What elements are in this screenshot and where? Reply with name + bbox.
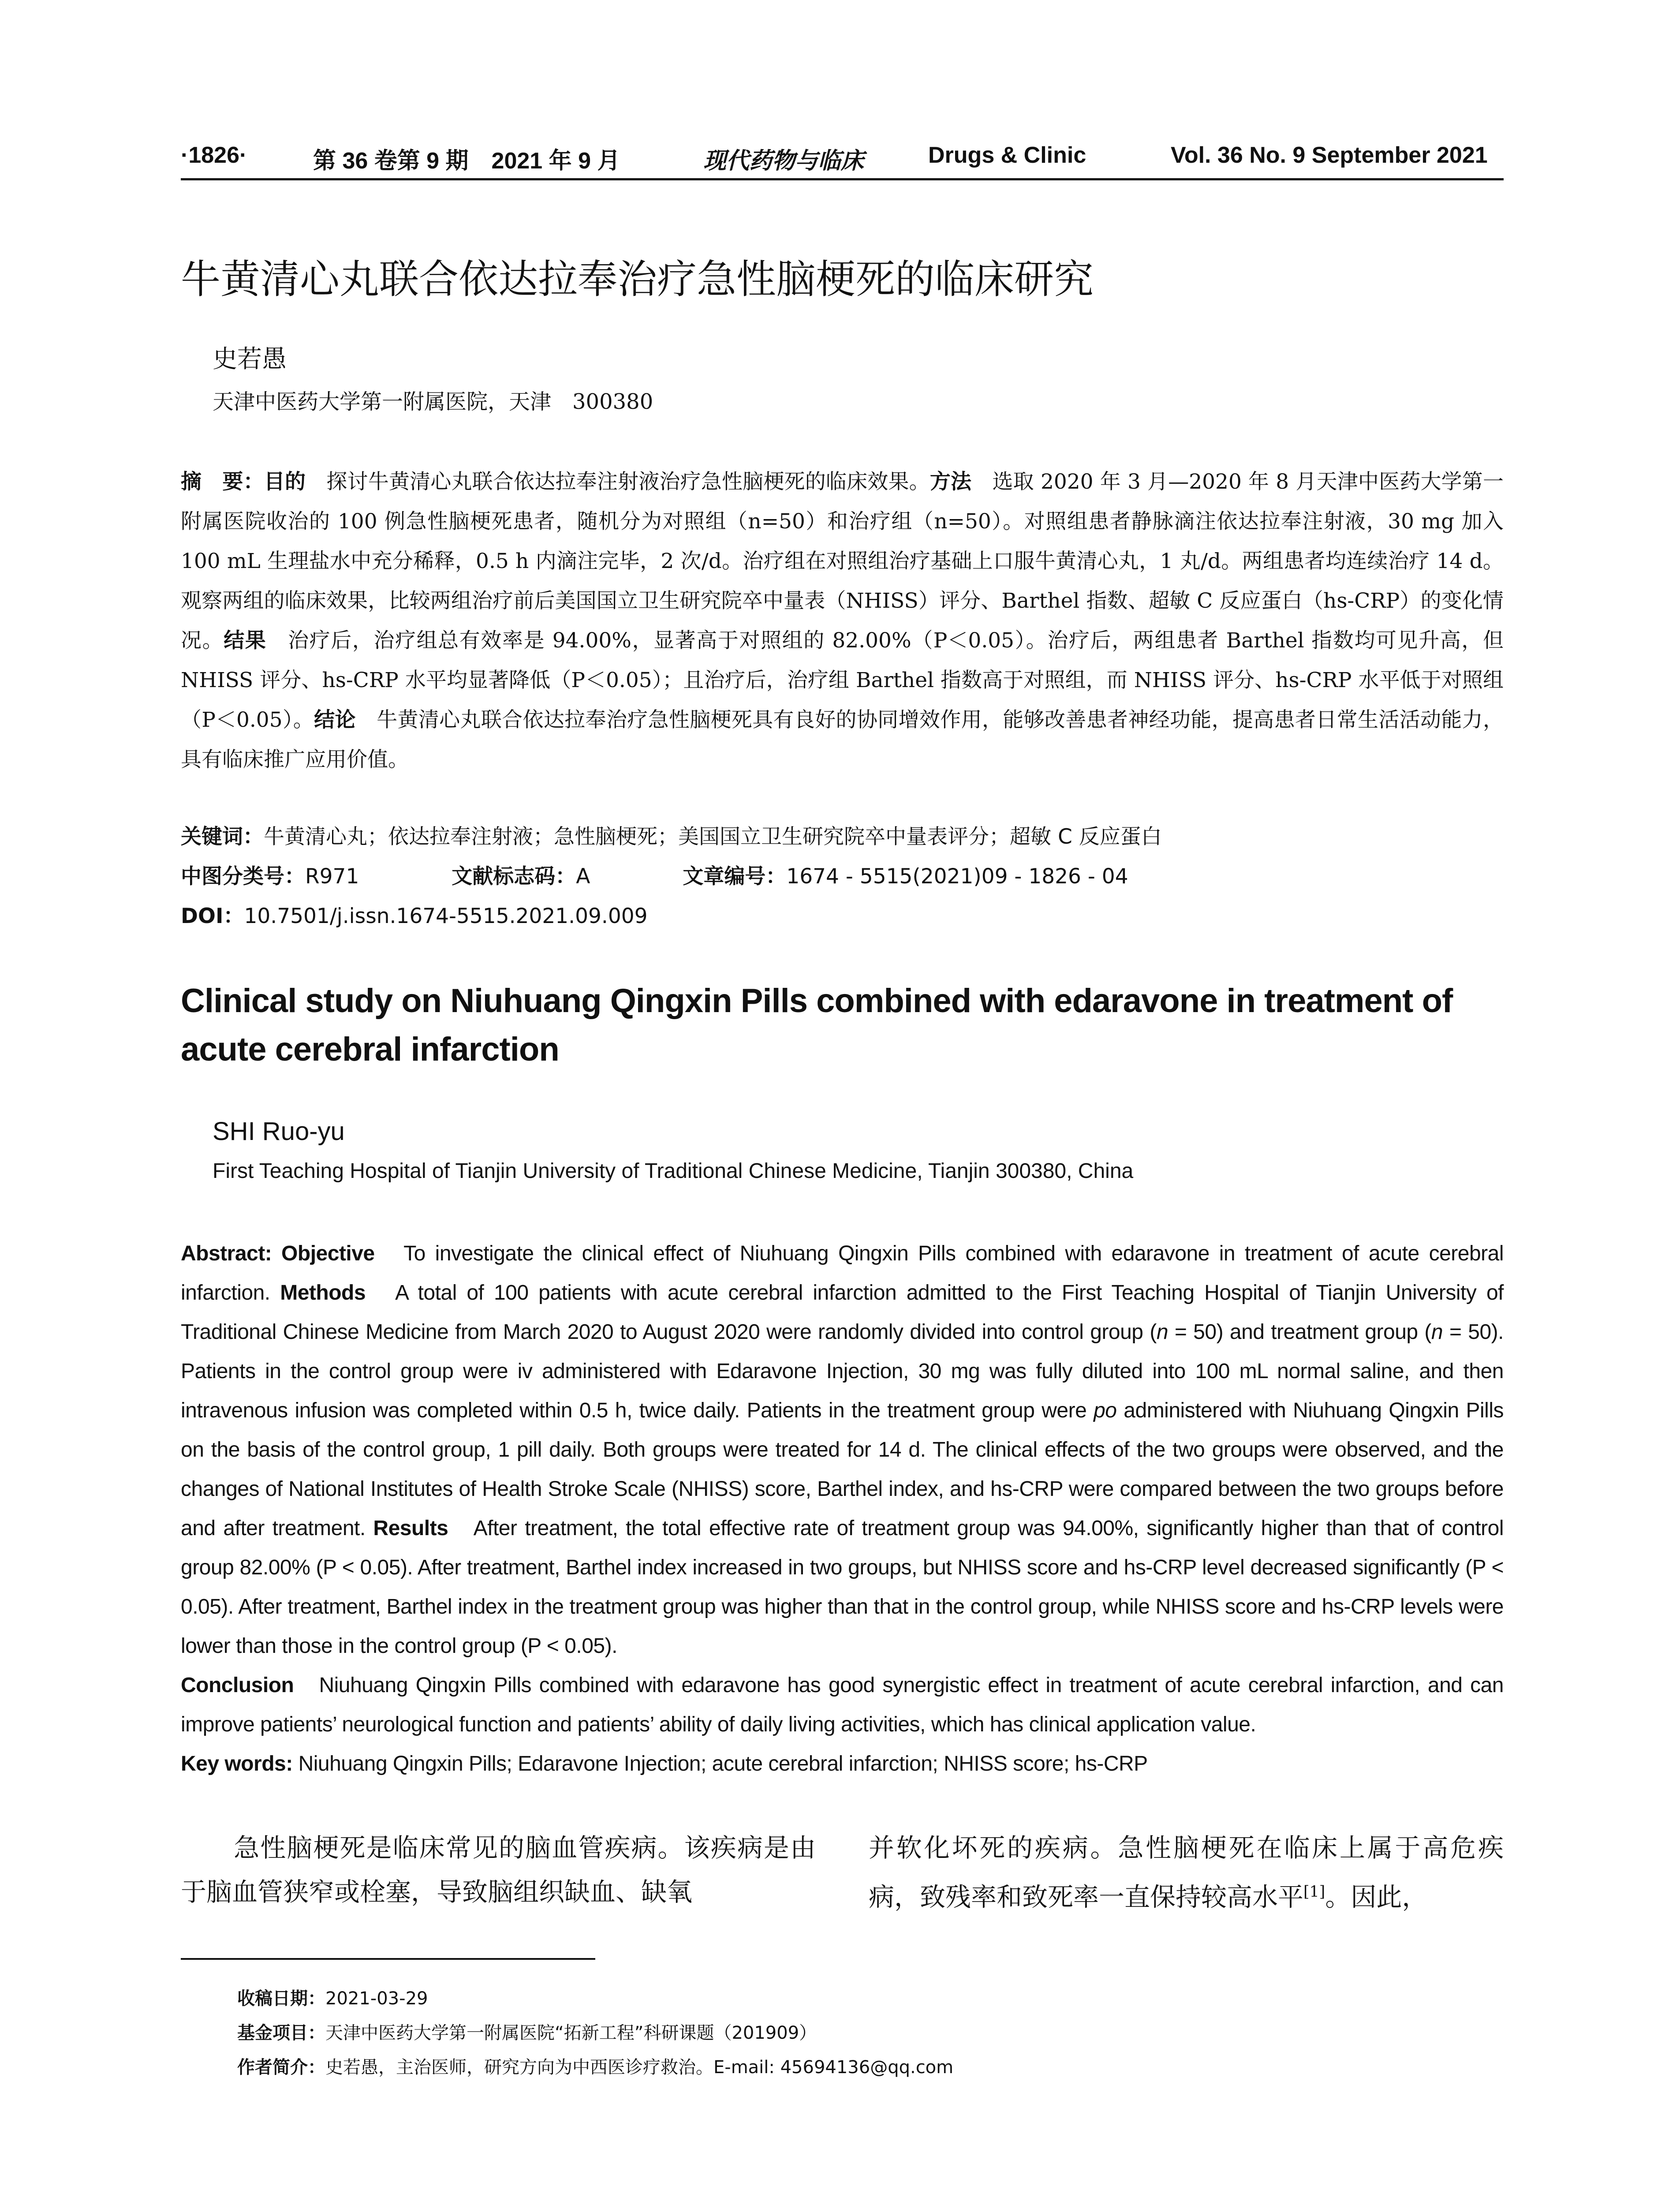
conclusion-en: Niuhuang Qingxin Pills combined with edaravone has good synergistic effect in treatment of acute cerebral infarction, and can improve patients’ neurological function and patients’ ability of daily living activities, which has clinical application value. xyxy=(181,1674,1504,1736)
body-right-text: 并软化坏死的疾病。急性脑梗死在临床上属于高危疾病，致残率和致死率一直保持较高水平 xyxy=(869,1833,1504,1912)
methods-en-1: A total of 100 patients with acute cerebral infarction admitted to the First Teaching Hospital of Tianjin University of Traditional Chinese Medicine from March 2020 to August 2020 were randomly divided into control group ( xyxy=(181,1281,1504,1344)
doi-value: 10.7501/j.issn.1674-5515.2021.09.009 xyxy=(244,904,648,928)
conclusion-label-cn: 结论 xyxy=(314,708,356,732)
bio-text: 史若愚，主治医师，研究方向为中西医诊疗救治。E-mail: 45694136@qq.com xyxy=(325,2057,954,2078)
n-symbol: n xyxy=(1156,1320,1169,1344)
objective-label-cn: 目的 xyxy=(264,470,306,494)
affiliation-en: First Teaching Hospital of Tianjin University of Traditional Chinese Medicine, Tianjin 300380, China xyxy=(213,1159,1134,1183)
title-en: Clinical study on Niuhuang Qingxin Pills combined with edaravone in treatment of acute cerebral infarction xyxy=(181,982,1453,1068)
journal-name-en: Drugs & Clinic xyxy=(928,142,1086,168)
n-symbol: n xyxy=(1431,1320,1443,1344)
objective-en: To investigate the clinical effect of Niuhuang Qingxin Pills combined with edaravone in treatment of acute cerebral infarction. xyxy=(181,1242,1504,1304)
results-label-cn: 结果 xyxy=(224,628,267,653)
keywords-cn: 牛黄清心丸；依达拉奉注射液；急性脑梗死；美国国立卫生研究院卒中量表评分；超敏 C 反应蛋白 xyxy=(264,825,1162,849)
fund-text: 天津中医药大学第一附属医院“拓新工程”科研课题（201909） xyxy=(325,2023,817,2043)
keywords-en: Niuhuang Qingxin Pills; Edaravone Injection; acute cerebral infarction; NHISS score; hs-CRP xyxy=(292,1752,1148,1775)
conclusion-label-en: Conclusion xyxy=(181,1674,294,1697)
received-label: 收稿日期： xyxy=(237,1988,325,2009)
conclusion-cn: 牛黄清心丸联合依达拉奉治疗急性脑梗死具有良好的协同增效作用，能够改善患者神经功能，提高患者日常生活活动能力，具有临床推广应用价值。 xyxy=(181,708,1504,772)
fund-label: 基金项目： xyxy=(237,2023,325,2043)
abstract-cn xyxy=(181,462,1504,780)
running-header xyxy=(181,142,1504,177)
body-right-column xyxy=(869,1826,1504,1919)
doc-code-label: 文献标志码： xyxy=(452,864,576,889)
results-en: After treatment, the total effective rate of treatment group was 94.00%, significantly higher than that of control group 82.00% (P < 0.05). After treatment, Barthel index increased in two groups, but NHISS score and hs-CRP level decreased significantly (P < 0.05). After treatment, Barthel index in the treatment group was higher than that in the control group, while NHISS score and hs-CRP levels were lower than those in the control group (P < 0.05). xyxy=(181,1517,1504,1658)
body-right-tail: 。因此， xyxy=(1325,1882,1428,1912)
methods-cn: 选取 2020 年 3 月—2020 年 8 月天津中医药大学第一附属医院收治的 100 例急性脑梗死患者，随机分为对照组（n=50）和治疗组（n=50）。对照组患者静脉滴注依达拉奉注射液，30 mg 加入 100 mL 生理盐水中充分稀释，0.5 h 内滴注完毕，2 次/d。治疗组在对照组治疗基础上口服牛黄清心丸，1 丸/d。两组患者均连续治疗 14 d。观察两组的临床效果，比较两组治疗前后美国国立卫生研究院卒中量表（NHISS）评分、Barthel 指数、超敏 C 反应蛋白（hs-CRP）的变化情况。 xyxy=(181,470,1504,653)
abstract-label-cn: 摘 要： xyxy=(181,470,264,494)
keywords-label-cn: 关键词： xyxy=(181,825,264,849)
methods-label-en: Methods xyxy=(280,1281,366,1304)
received-date: 2021-03-29 xyxy=(325,1988,428,2009)
footnote-author-bio xyxy=(237,2053,953,2078)
page-number: ·1826· xyxy=(181,142,247,168)
objective-cn: 探讨牛黄清心丸联合依达拉奉注射液治疗急性脑梗死的临床效果。 xyxy=(306,470,930,494)
doi-line xyxy=(181,900,648,929)
methods-en-4: administered with Niuhuang Qingxin Pills on the basis of the control group, 1 pill daily. Both groups were treated for 14 d. The clinical effects of the two groups were observed, and the changes of National Institutes of Health Stroke Scale (NHISS) score, Barthel index, and hs-CRP were compared between the two groups before and after treatment. xyxy=(181,1399,1504,1540)
article-no-label: 文章编号： xyxy=(683,864,787,889)
author-en: SHI Ruo-yu xyxy=(213,1117,345,1146)
article-no-value: 1674 - 5515(2021)09 - 1826 - 04 xyxy=(786,864,1128,889)
issue-en: Vol. 36 No. 9 September 2021 xyxy=(1171,142,1488,168)
methods-en-2: = 50) and treatment group ( xyxy=(1168,1320,1431,1344)
title-cn: 牛黄清心丸联合依达拉奉治疗急性脑梗死的临床研究 xyxy=(181,256,1094,303)
reference-citation: [1] xyxy=(1303,1883,1325,1901)
issue-cn: 第 36 卷第 9 期 2021 年 9 月 xyxy=(313,148,620,174)
doi-label: DOI： xyxy=(181,904,244,928)
header-rule xyxy=(181,178,1504,180)
footnote-rule xyxy=(181,1958,595,1960)
footnote-received xyxy=(237,1984,428,2010)
abstract-label-en: Abstract: Objective xyxy=(181,1242,375,1265)
methods-en-3: = 50). Patients in the control group were iv administered with Edaravone Injection, 30 mg was fully diluted into 100 mL normal saline, and then intravenous infusion was completed within 0.5 h, twice daily. Patients in the treatment group were xyxy=(181,1320,1504,1422)
journal-name-cn: 现代药物与临床 xyxy=(703,147,864,174)
methods-label-cn: 方法 xyxy=(930,470,972,494)
author-cn: 史若愚 xyxy=(213,345,287,374)
affiliation-cn: 天津中医药大学第一附属医院，天津 300380 xyxy=(213,389,653,414)
clc-value: R971 xyxy=(305,864,359,889)
classification-line xyxy=(181,860,1128,889)
body-left-column: 急性脑梗死是临床常见的脑血管疾病。该疾病是由于脑血管狭窄或栓塞，导致脑组织缺血、缺氧 xyxy=(181,1833,816,1907)
results-label-en: Results xyxy=(373,1517,448,1540)
bio-label: 作者简介： xyxy=(237,2057,325,2078)
clc-label: 中图分类号： xyxy=(181,864,305,889)
abstract-en xyxy=(181,1234,1504,1783)
po-abbrev: po xyxy=(1094,1399,1117,1422)
footnote-fund xyxy=(237,2019,817,2044)
keywords-cn-line xyxy=(181,820,1162,850)
doc-code-value: A xyxy=(576,864,590,889)
results-cn: 治疗后，治疗组总有效率是 94.00%，显著高于对照组的 82.00%（P＜0.05）。治疗后，两组患者 Barthel 指数均可见升高，但 NHISS 评分、hs-CRP 水平均显著降低（P＜0.05）；且治疗后，治疗组 Barthel 指数高于对照组，而 NHISS 评分、hs-CRP 水平低于对照组（P＜0.05）。 xyxy=(181,628,1504,732)
keywords-label-en: Key words: xyxy=(181,1752,293,1775)
